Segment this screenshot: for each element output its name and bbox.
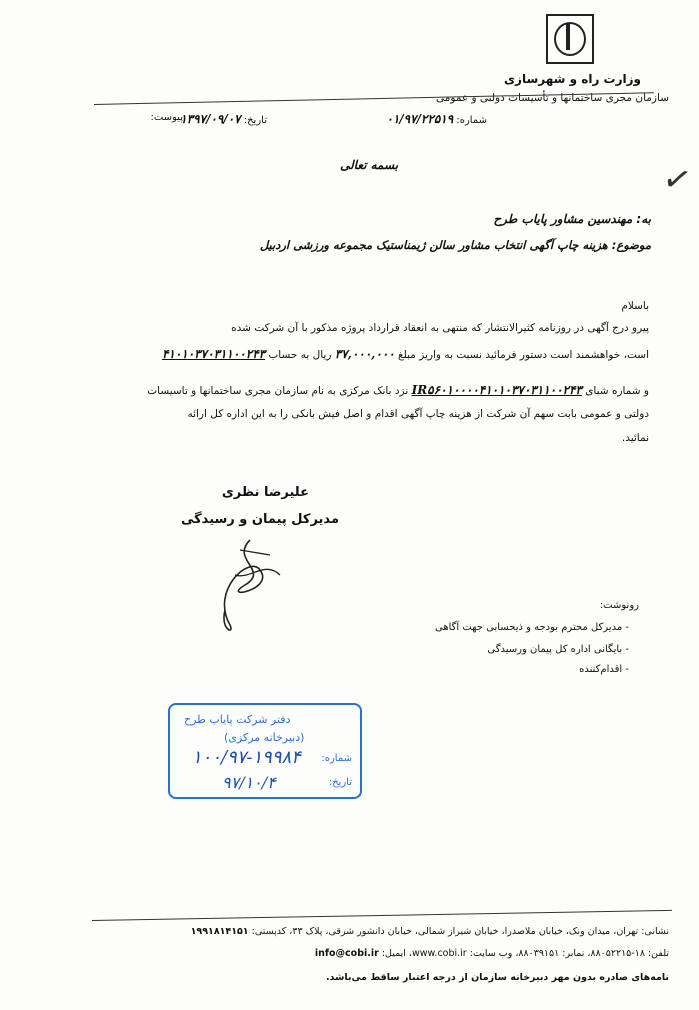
signer-name: علیرضا نظری: [221, 485, 309, 500]
cc-item-text: بایگانی اداره کل پیمان ورسیدگی: [487, 644, 623, 655]
recipient: به: مهندسین مشاور پایاب طرح: [493, 212, 651, 226]
body-line-2-text: است، خواهشمند است دستور فرمائید نسبت به واریز مبلغ: [398, 349, 649, 361]
number-value: ۰۱/۹۷/۲۲۵۱۹: [386, 112, 454, 126]
salutation: باسلام: [621, 300, 649, 312]
date-label: تاریخ:: [243, 115, 267, 126]
cc-item: - مدیرکل محترم بودجه و ذیحسابی جهت آگاهی: [434, 622, 629, 633]
footer-address-text: نشانی: تهران، میدان ونک، خیابان ملاصدرا، خیابان شیراز شمالی، خیابان دانشور شرقی، پلاک ۳۳، کدپستی:: [251, 926, 669, 937]
body-line-1: پیرو درج آگهی در روزنامه کثیرالانتشار که منتهی به انعقاد قرارداد پروژه مذکور با آن شرکت شده: [231, 322, 649, 334]
logo-emblem-icon: [554, 22, 586, 56]
logo-bar-icon: [566, 24, 570, 50]
account-number: ۴۱۰۱۰۳۷۰۳۱۱۰۰۲۴۳: [161, 347, 266, 361]
footer-phone: تلفن: ۱۸-۸۸۰۵۲۲۱۵، نمابر: ۸۸۰۳۹۱۵۱، وب سایت: www.cobi.ir، ایمیل:: [381, 948, 669, 959]
body-line-3-rest: نزد بانک مرکزی به نام سازمان مجری ساختمانها و تاسیسات: [147, 385, 409, 397]
footer-note: نامه‌های صادره بدون مهر دبیرخانه سازمان از درجه اعتبار ساقط می‌باشد.: [325, 972, 669, 983]
ministry-name: وزارت راه و شهرسازی: [504, 72, 641, 86]
letter-attachment: پیوست:: [150, 112, 183, 123]
cc-item: - بایگانی اداره کل پیمان ورسیدگی: [487, 644, 629, 655]
body-line-4: دولتی و عمومی بابت سهم آن شرکت از هزینه چاپ آگهی اقدام و اصل فیش بانکی را به این اداره کل ارائه: [187, 408, 649, 420]
stamp-company: دفتر شرکت پایاب طرح: [184, 713, 291, 726]
signature-scribble-icon: [190, 530, 300, 640]
stamp-number-value: ۱۰۰/۹۷-۱۹۹۸۴: [192, 747, 301, 768]
letter-number: [386, 112, 487, 126]
amount: ۳۷,۰۰۰,۰۰۰: [334, 347, 395, 361]
receipt-stamp: [168, 703, 362, 799]
body-line-5: نمائید.: [621, 432, 649, 444]
body-line-3-start: و شماره شبای: [585, 385, 649, 397]
subject: موضوع: هزینه چاپ آگهی انتخاب مشاور سالن ژیمناستیک مجموعه ورزشی اردبیل: [259, 238, 651, 252]
footer-email: info@cobi.ir: [314, 948, 379, 959]
cc-item-text: مدیرکل محترم بودجه و ذیحسابی جهت آگاهی: [434, 622, 623, 633]
stamp-date-value: ۹۷/۱۰/۴: [222, 773, 276, 792]
footer-address: [191, 926, 669, 937]
basmala: بسمه تعالی: [340, 158, 399, 172]
footer-divider: [92, 910, 672, 921]
stamp-number-label: شماره:: [321, 753, 352, 764]
date-value: ۱۳۹۷/۰۹/۰۷: [180, 112, 241, 126]
cc-item: - اقدام‌کننده: [579, 664, 629, 675]
organization-name: سازمان مجری ساختمانها و تأسیسات دولتی و عمومی: [436, 92, 669, 104]
sheba-number: IR۵۶۰۱۰۰۰۰۴۱۰۱۰۳۷۰۳۱۱۰۰۲۴۳: [411, 383, 582, 397]
cc-label: رونوشت:: [599, 600, 639, 611]
cc-item-text: اقدام‌کننده: [579, 664, 623, 675]
body-line-2-rest: ریال به حساب: [268, 349, 332, 361]
ministry-logo-icon: [546, 14, 594, 64]
body-line-3: [69, 380, 649, 401]
footer-postal-code: ۱۹۹۱۸۱۴۱۵۱: [190, 926, 249, 937]
footer-contact: [315, 948, 669, 959]
checkmark-icon: ✓: [658, 157, 695, 203]
number-label: شماره:: [456, 115, 487, 126]
signer-title: مدیرکل پیمان و رسیدگی: [180, 512, 339, 527]
stamp-date-label: تاریخ:: [328, 777, 352, 788]
letter-date: [180, 112, 267, 126]
body-line-2: [69, 344, 649, 365]
stamp-office: (دبیرخانه مرکزی): [224, 731, 305, 744]
